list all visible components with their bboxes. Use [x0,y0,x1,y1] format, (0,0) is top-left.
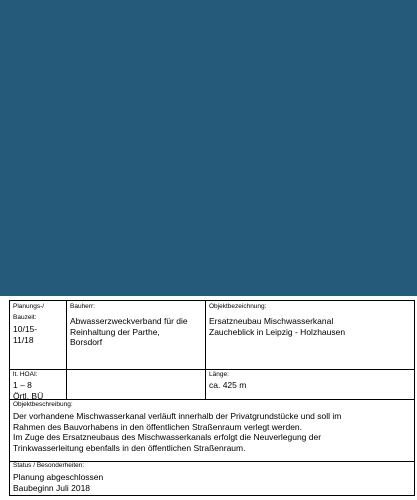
divider-col2 [205,301,206,399]
description-line: Trinkwasserleitung ebenfalls in den öffentlichen Straßenraum. [13,442,246,453]
description-cell [13,401,413,453]
planning-cell [13,303,65,345]
planning-value: 10/15- [13,324,38,334]
client-value: Abwasserzweckverband für die [70,316,188,326]
client-value-2: Reinhaltung der Parthe, [70,326,160,337]
length-value: ca. 425 m [209,380,247,390]
hoai-cell [13,371,65,401]
planning-value-2: 11/18 [13,334,34,345]
hoai-label: lt. HOAI: [13,371,38,378]
divider-row2 [10,399,414,400]
client-label: Bauherr: [70,303,95,310]
status-line: Planung abgeschlossen [13,472,104,482]
planning-label: Planungs-/ [13,303,45,310]
description-line: Der vorhandene Mischwasserkanal verläuft innerhalb der Privatgrundstücke und soll im [13,411,342,421]
length-cell [209,371,413,391]
description-line: Im Zuge des Ersatzneubaus des Mischwasserkanals erfolgt die Neuverlegung der [13,432,322,442]
description-label: Objektbeschreibung: [13,401,73,408]
client-cell [70,303,204,348]
project-sheet [0,296,417,500]
project-name-value: Ersatzneubau Mischwasserkanal [209,316,334,326]
status-label: Status / Besonderheiten: [13,462,85,469]
project-table [9,300,415,496]
project-name-value-2: Zaucheblick in Leipzig - Holzhausen [209,326,346,337]
client-value-3: Borsdorf [70,337,103,347]
description-line: Rahmen des Bauvorhabens in den öffentlichen Straßenraum verlegt werden. [13,421,303,432]
project-name-cell [209,303,413,337]
divider-row1 [10,369,414,370]
hoai-value: 1 – 8 [13,380,32,390]
hoai-value-2: Örtl. BÜ [13,390,44,401]
status-line: Baubeginn Juli 2018 [13,482,91,493]
planning-label-2: Bauzeit: [13,314,37,321]
project-name-label: Objektbezeichnung: [209,303,267,310]
length-label: Länge: [209,371,229,378]
status-cell [13,462,413,493]
divider-col1 [66,301,67,399]
